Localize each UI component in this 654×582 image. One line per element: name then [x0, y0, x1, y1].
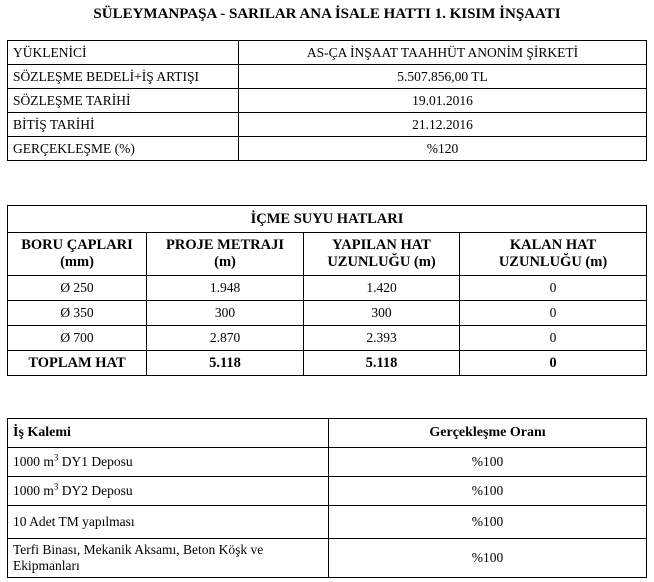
column-header-project-length: PROJE METRAJI (m)	[147, 233, 304, 276]
total-label: TOPLAM HAT	[8, 351, 147, 376]
total-row	[8, 351, 647, 376]
work-table-header-row	[8, 419, 647, 448]
pipe-table-heading: İÇME SUYU HATLARI	[8, 206, 647, 233]
contract-info-table	[7, 40, 647, 161]
table-row	[8, 539, 647, 578]
table-row	[8, 301, 647, 326]
contract-key: SÖZLEŞME BEDELİ+İŞ ARTIŞI	[8, 65, 239, 89]
cell-remaining-length: 0	[460, 276, 647, 301]
cell-remaining-length: 0	[460, 301, 647, 326]
completion-rate: %100	[329, 506, 647, 539]
table-row	[8, 448, 647, 477]
work-item: 10 Adet TM yapılması	[8, 506, 329, 539]
cell-built-length: 2.393	[304, 326, 460, 351]
cell-built-length: 300	[304, 301, 460, 326]
pipe-table-header-row	[8, 233, 647, 276]
total-remaining-length: 0	[460, 351, 647, 376]
column-header-diameter: BORU ÇAPLARI (mm)	[8, 233, 147, 276]
contract-key: SÖZLEŞME TARİHİ	[8, 89, 239, 113]
table-row	[8, 65, 647, 89]
contract-value: 21.12.2016	[239, 113, 647, 137]
contract-key: YÜKLENİCİ	[8, 41, 239, 65]
table-row	[8, 137, 647, 161]
cell-built-length: 1.420	[304, 276, 460, 301]
column-header-completion-rate: Gerçekleşme Oranı	[329, 419, 647, 448]
cell-project-length: 1.948	[147, 276, 304, 301]
table-row	[8, 326, 647, 351]
work-item: Terfi Binası, Mekanik Aksamı, Beton Köşk ve Ekipmanları	[8, 539, 329, 578]
cell-project-length: 300	[147, 301, 304, 326]
cell-project-length: 2.870	[147, 326, 304, 351]
cell-diameter: Ø 250	[8, 276, 147, 301]
column-header-remaining-length: KALAN HAT UZUNLUĞU (m)	[460, 233, 647, 276]
table-row	[8, 506, 647, 539]
table-row	[8, 477, 647, 506]
completion-rate: %100	[329, 448, 647, 477]
contract-value: %120	[239, 137, 647, 161]
total-project-length: 5.118	[147, 351, 304, 376]
column-header-built-length: YAPILAN HAT UZUNLUĞU (m)	[304, 233, 460, 276]
contract-key: BİTİŞ TARİHİ	[8, 113, 239, 137]
cell-diameter: Ø 700	[8, 326, 147, 351]
pipe-lines-table	[7, 205, 647, 376]
table-row	[8, 113, 647, 137]
table-row	[8, 41, 647, 65]
work-items-table	[7, 418, 647, 578]
total-built-length: 5.118	[304, 351, 460, 376]
column-header-work-item: İş Kalemi	[8, 419, 329, 448]
contract-key: GERÇEKLEŞME (%)	[8, 137, 239, 161]
work-item: 1000 $m^3$ DY1 Deposu	[8, 448, 329, 477]
completion-rate: %100	[329, 539, 647, 578]
work-item: 1000 $m^3$ DY2 Deposu	[8, 477, 329, 506]
table-row	[8, 89, 647, 113]
cell-diameter: Ø 350	[8, 301, 147, 326]
page-title: SÜLEYMANPAŞA - SARILAR ANA İSALE HATTI 1. KISIM İNŞAATI	[93, 6, 561, 22]
cell-remaining-length: 0	[460, 326, 647, 351]
contract-value: AS-ÇA İNŞAAT TAAHHÜT ANONİM ŞİRKETİ	[239, 41, 647, 65]
completion-rate: %100	[329, 477, 647, 506]
contract-value: 19.01.2016	[239, 89, 647, 113]
table-row	[8, 276, 647, 301]
contract-value: 5.507.856,00 TL	[239, 65, 647, 89]
